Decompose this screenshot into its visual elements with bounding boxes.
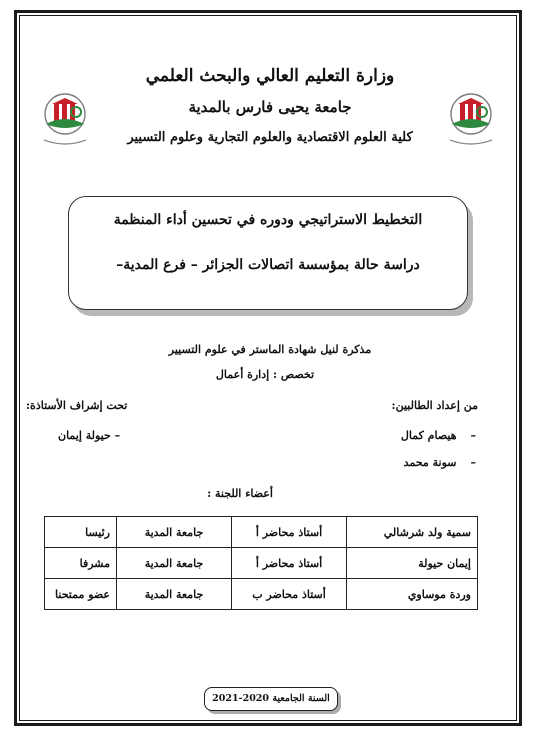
list-dash: – — [470, 456, 476, 469]
committee-table — [44, 516, 478, 610]
table-row — [45, 548, 478, 579]
member-rank: أستاذ محاضر أ — [232, 517, 347, 548]
member-rank: أستاذ محاضر أ — [232, 548, 347, 579]
university-logo-left-svg — [38, 90, 92, 150]
table-row — [45, 517, 478, 548]
member-role: مشرفا — [45, 548, 117, 579]
table-row — [45, 579, 478, 610]
students-label: من إعداد الطالبين: — [391, 399, 478, 412]
student-name-text: هيصام كمال — [400, 429, 457, 442]
university-name: جامعة يحيى فارس بالمدية — [188, 98, 352, 116]
thesis-title-box — [68, 196, 468, 310]
faculty-name: كلية العلوم الاقتصادية والعلوم التجارية وعلوم التسيير — [127, 130, 413, 145]
academic-year-box — [204, 687, 338, 711]
member-rank: أستاذ محاضر ب — [232, 579, 347, 610]
supervisor-label: تحت إشراف الأستاذة: — [26, 399, 128, 412]
committee-label: أعضاء اللجنة : — [207, 487, 273, 500]
university-logo-icon — [444, 90, 498, 150]
member-name: وردة موساوي — [347, 579, 478, 610]
member-name: إيمان حيولة — [347, 548, 478, 579]
member-name: سمية ولد شرشالي — [347, 517, 478, 548]
specialization: تخصص : إدارة أعمال — [215, 368, 315, 381]
member-role: رئيسا — [45, 517, 117, 548]
member-role: عضو ممتحنا — [45, 579, 117, 610]
student-name — [401, 429, 476, 442]
ministry-title: وزارة التعليم العالي والبحث العلمي — [145, 66, 395, 86]
degree-statement: مذكرة لنيل شهادة الماستر في علوم التسيير — [168, 343, 372, 356]
supervisor-name: – حيولة إيمان — [58, 429, 121, 442]
student-name — [404, 456, 476, 469]
academic-year: السنة الجامعية 2020-2021 — [212, 693, 330, 704]
member-university: جامعة المدية — [117, 548, 232, 579]
member-university: جامعة المدية — [117, 517, 232, 548]
member-university: جامعة المدية — [117, 579, 232, 610]
list-dash: – — [470, 429, 476, 442]
university-logo-right-svg — [444, 90, 498, 150]
university-logo-icon — [38, 90, 92, 150]
thesis-subtitle: دراسة حالة بمؤسسة اتصالات الجزائر – فرع المدية– — [116, 257, 420, 273]
thesis-title: التخطيط الاستراتيجي ودوره في تحسين أداء المنظمة — [113, 212, 423, 228]
student-name-text: سونة محمد — [403, 456, 457, 469]
